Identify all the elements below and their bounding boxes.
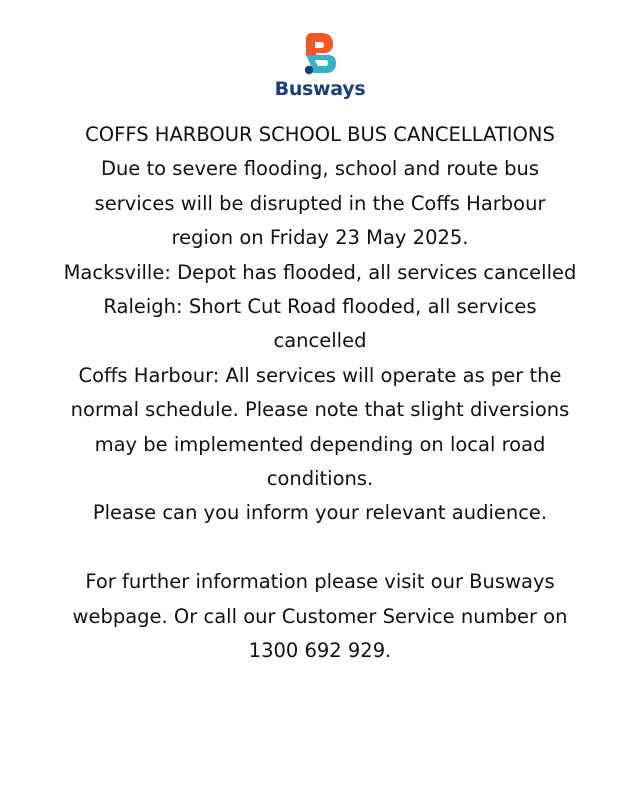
notice-macksville: Macksville: Depot has flooded, all services cancelled xyxy=(63,260,577,284)
notice-raleigh: Raleigh: Short Cut Road flooded, all services cancelled xyxy=(103,295,537,353)
notice-audience: Please can you inform your relevant audience. xyxy=(92,501,548,525)
notice-coffs-harbour: Coffs Harbour: All services will operate as per the normal schedule. Please note that slight diversions may be implemented depending on local road conditions. xyxy=(70,363,570,491)
brand-name: Busways xyxy=(274,78,366,100)
notice-further-info: For further information please visit our Busways webpage. Or call our Customer Service number on 1300 692 929. xyxy=(72,570,568,663)
busways-logo xyxy=(0,30,640,100)
notice-body xyxy=(62,118,578,668)
notice-intro: Due to severe flooding, school and route bus services will be disrupted in the Coffs Harbour region on Friday 23 May 2025. xyxy=(94,157,546,250)
busways-logo-icon xyxy=(301,30,339,76)
notice-title: COFFS HARBOUR SCHOOL BUS CANCELLATIONS xyxy=(85,123,555,146)
spacer xyxy=(62,531,578,565)
